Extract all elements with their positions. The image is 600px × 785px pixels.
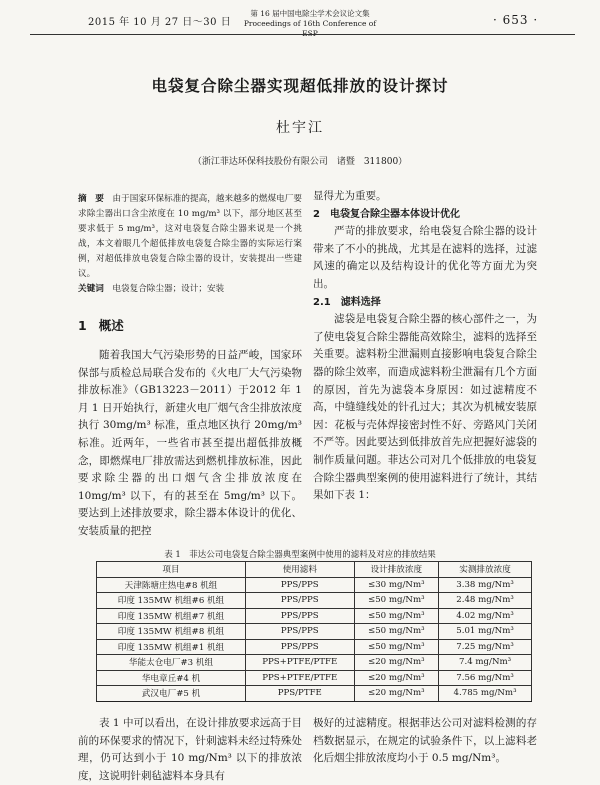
table-row: [97, 608, 532, 624]
affiliation: （浙江菲达环保科技股份有限公司 诸暨 311800）: [192, 157, 408, 167]
section1-paragraph: 随着我国大气污染形势的日益严峻，国家环保部与质检总局联合发布的《火电厂大气污染物排放标准》（GB13223－2011）于2012 年 1 月 1 日开始执行，新建火电厂烟气含尘排放浓度执行 30mg/m³ 标准，重点地区执行 20mg/m³ 标准。近两年，一些省市甚至提出超低排放概念，即燃煤电厂排放需达到燃机排放标准，因此要求除尘器的出口烟气含尘排放浓度在 10mg/m³ 以下，有的甚至在 5mg/m³ 以下。要达到上述排放要求，除尘器本体设计的优化、安装质量的把控: [78, 349, 302, 537]
section1-title: 概述: [98, 318, 124, 333]
table-caption: 表 1 菲达公司电袋复合除尘器典型案例中使用的滤料及对应的排放结果: [164, 550, 436, 560]
table-row: [97, 655, 532, 671]
table-cell: ≤20 mg/Nm³: [354, 655, 439, 671]
table-cell: 华电章丘#4 机: [97, 670, 246, 686]
table-cell: 华能太仓电厂#3 机组: [97, 655, 246, 671]
abstract-label: 摘 要: [78, 194, 104, 204]
table-cell: 印度 135MW 机组#6 机组: [97, 593, 246, 609]
table-cell: PPS/PTFE: [246, 686, 354, 702]
section2-paragraph: 严苛的排放要求，给电袋复合除尘器的设计带来了不小的挑战，尤其是在滤料的选择，过滤风速的确定以及结构设计的优化等方面尤为突出。: [313, 225, 537, 290]
table-cell: 7.56 mg/Nm³: [439, 670, 532, 686]
table-row: [97, 670, 532, 686]
table-cell: ≤50 mg/Nm³: [354, 593, 439, 609]
header-proceedings-cn: 第 16 届中国电除尘学术会议论文集: [250, 9, 370, 18]
table-cell: PPS/PPS: [246, 608, 354, 624]
section1-number: 1: [78, 318, 87, 333]
table-cell: 5.01 mg/Nm³: [439, 624, 532, 640]
section2-heading: 2 电袋复合除尘器本体设计优化: [313, 208, 460, 220]
table-header-row: [97, 562, 532, 578]
author: 杜宇江: [276, 120, 324, 136]
bottom-left-text: 表 1 中可以看出，在设计排放要求远高于目前的环保要求的情况下，针刺滤料未经过特殊处理，仍可达到小于 10 mg/Nm³ 以下的排放浓度，这说明针刺毡滤料本身具有: [78, 717, 302, 782]
table-row: [97, 624, 532, 640]
table-cell: 武汉电厂#5 机: [97, 686, 246, 702]
table-cell: ≤50 mg/Nm³: [354, 639, 439, 655]
table-cell: 3.38 mg/Nm³: [439, 577, 532, 593]
table-cell: 印度 135MW 机组#1 机组: [97, 639, 246, 655]
table-cell: 印度 135MW 机组#8 机组: [97, 624, 246, 640]
abstract-text: 由于国家环保标准的提高，越来越多的燃煤电厂要求除尘器出口含尘浓度在 10 mg/m³ 以下，部分地区甚至要求低于 5 mg/m³，这对电袋复合除尘器来说是一个挑战，本文着眼几个超低排放电袋复合除尘器的实际运行案例，对超低排放电袋复合除尘器的设计，安装提出一些建议。: [78, 194, 302, 279]
table-cell: 天津陈塘庄热电#8 机组: [97, 577, 246, 593]
table-header-cell: 使用滤料: [246, 562, 354, 578]
table-cell: ≤50 mg/Nm³: [354, 608, 439, 624]
header-date: 2015 年 10 月 27 日～30 日: [88, 17, 232, 28]
table-cell: 4.02 mg/Nm³: [439, 608, 532, 624]
table-cell: PPS/PPS: [246, 577, 354, 593]
table-cell: PPS+PTFE/PTFE: [246, 655, 354, 671]
section21-paragraph: 滤袋是电袋复合除尘器的核心部件之一，为了使电袋复合除尘器能高效除尘，滤料的选择至关重要。滤料粉尘泄漏则直接影响电袋复合除尘器的除尘效率，而造成滤料粉尘泄漏有几个方面的原因，首先为滤袋本身原因：如过滤精度不高，中缝缝线处的针孔过大；其次为机械安装原因：花板与壳体焊接密封性不好、旁路风门关闭不严等。因此要达到低排放首先应把握好滤袋的制作质量问题。菲达公司对几个低排放的电袋复合除尘器典型案例的使用滤料进行了统计，其结果如下表 1：: [313, 313, 537, 502]
bottom-right-text: 极好的过滤精度。根据菲达公司对滤料检测的存档数据显示，在规定的试验条件下，以上滤料老化后烟尘排放浓度均小于 0.5 mg/Nm³。: [313, 717, 537, 765]
keywords-label: 关键词: [78, 284, 104, 294]
table-header-cell: 实测排放浓度: [439, 562, 532, 578]
table-row: [97, 577, 532, 593]
table-cell: 4.785 mg/Nm³: [439, 686, 532, 702]
table-row: [97, 593, 532, 609]
table-cell: 7.4 mg/Nm³: [439, 655, 532, 671]
table-cell: PPS/PPS: [246, 593, 354, 609]
bottom-right-paragraph: [313, 715, 537, 768]
bottom-left-paragraph: [78, 715, 302, 785]
continuation-text: 显得尤为重要。: [313, 190, 387, 202]
table-cell: 7.25 mg/Nm³: [439, 639, 532, 655]
right-column: [313, 188, 537, 505]
table-row: [97, 686, 532, 702]
table-cell: PPS+PTFE/PTFE: [246, 670, 354, 686]
section1-heading: [78, 316, 124, 334]
table-header-cell: 项目: [97, 562, 246, 578]
table-cell: 印度 135MW 机组#7 机组: [97, 608, 246, 624]
table-cell: ≤20 mg/Nm³: [354, 670, 439, 686]
section1-body: [78, 347, 302, 541]
section21-heading: 2.1 滤料选择: [313, 296, 381, 308]
results-table: [96, 561, 532, 702]
table-cell: ≤30 mg/Nm³: [354, 577, 439, 593]
header-rule: [30, 34, 575, 35]
page-number: · 653 ·: [493, 13, 539, 27]
table-cell: ≤50 mg/Nm³: [354, 624, 439, 640]
header-proceedings-en: Proceedings of 16th Conference of: [243, 19, 377, 28]
table-header-cell: 设计排放浓度: [354, 562, 439, 578]
abstract: [78, 192, 302, 297]
table-cell: 2.48 mg/Nm³: [439, 593, 532, 609]
table-row: [97, 639, 532, 655]
table-cell: ≤20 mg/Nm³: [354, 686, 439, 702]
keywords-text: 电袋复合除尘器；设计；安装: [112, 284, 225, 294]
paper-title: 电袋复合除尘器实现超低排放的设计探讨: [151, 77, 449, 95]
table-cell: PPS/PPS: [246, 624, 354, 640]
table-cell: PPS/PPS: [246, 639, 354, 655]
